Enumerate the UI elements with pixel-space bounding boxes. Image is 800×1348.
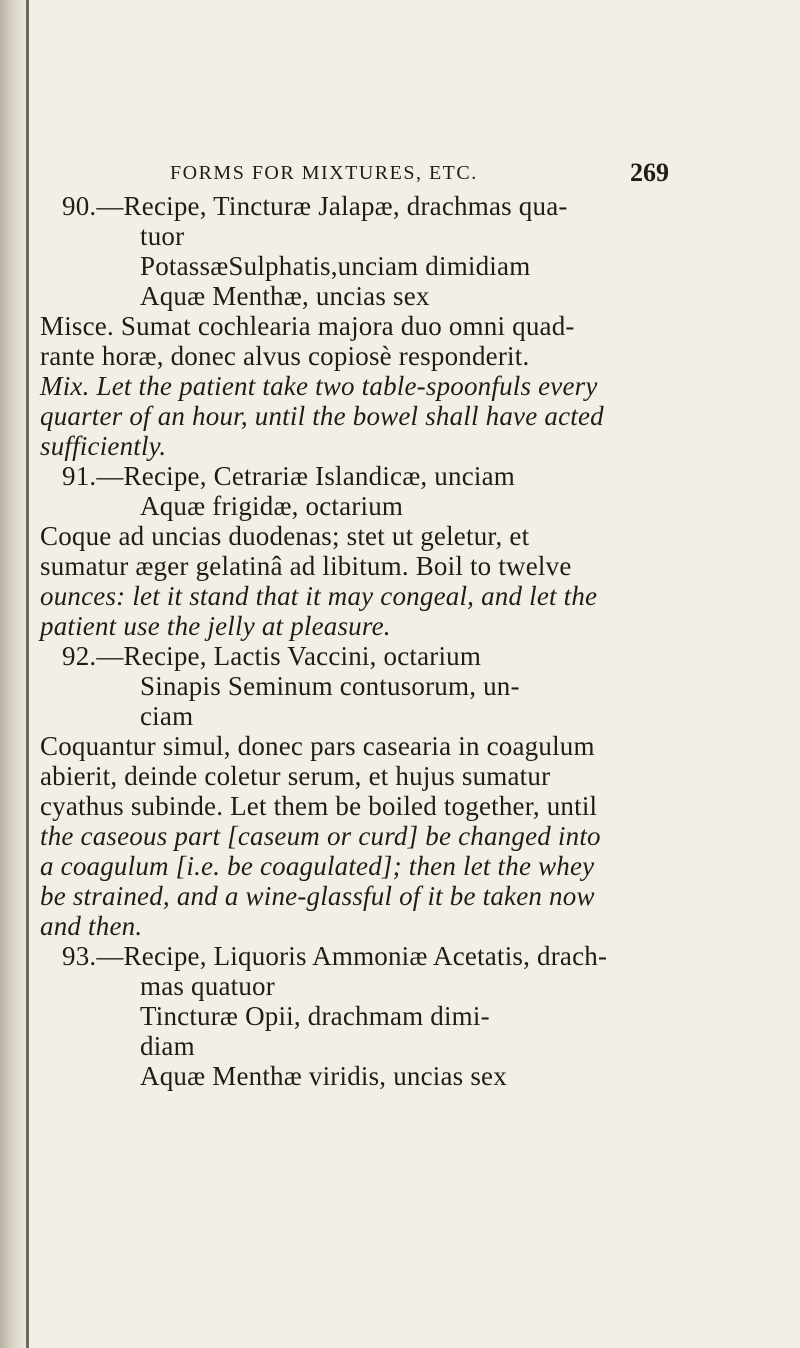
recipe-91-line-1: 91.—Recipe, Cetrariæ Islandicæ, unciam (62, 461, 515, 491)
running-head (40, 158, 780, 188)
recipe-91-translation-2: patient use the jelly at pleasure. (40, 611, 391, 641)
recipe-90-line-4: Aquæ Menthæ, uncias sex (140, 281, 430, 311)
recipe-90-line-3: PotassæSulphatis,unciam dimidiam (140, 251, 531, 281)
recipe-92-line-3: ciam (140, 701, 194, 731)
recipe-90-line-6: rante horæ, donec alvus copiosè responderit. (40, 341, 530, 371)
recipe-92-line-1: 92.—Recipe, Lactis Vaccini, octarium (62, 641, 482, 671)
recipe-93-line-2: mas quatuor (140, 971, 275, 1001)
recipe-93-line-4: diam (140, 1031, 195, 1061)
recipe-92-translation-1: the caseous part [caseum or curd] be changed into (40, 821, 601, 851)
recipe-91-line-2: Aquæ frigidæ, octarium (140, 491, 404, 521)
recipe-91-translation-1: ounces: let it stand that it may congeal, and let the (40, 581, 598, 611)
recipe-90-translation-3: sufficiently. (40, 431, 167, 461)
recipe-92-translation-4: and then. (40, 911, 143, 941)
recipe-92-translation-2: a coagulum [i.e. be coagulated]; then let the whey (40, 851, 595, 881)
recipe-92-translation-3: be strained, and a wine-glassful of it be taken now (40, 881, 595, 911)
book-binding-gutter (0, 0, 29, 1348)
recipe-92-line-5: abierit, deinde coletur serum, et hujus sumatur (40, 761, 551, 791)
recipe-92-line-6: cyathus subinde. Let them be boiled together, until (40, 791, 598, 821)
recipe-90-line-2: tuor (140, 221, 185, 251)
recipe-90-line-5: Misce. Sumat cochlearia majora duo omni quad- (40, 311, 575, 341)
recipe-90-line-1: 90.—Recipe, Tincturæ Jalapæ, drachmas qua- (62, 191, 568, 221)
recipe-90-translation-2: quarter of an hour, until the bowel shall have acted (40, 401, 604, 431)
page-number: 269 (630, 158, 669, 187)
recipe-90-translation-1: Mix. Let the patient take two table-spoonfuls every (40, 371, 598, 401)
recipe-91-line-3: Coque ad uncias duodenas; stet ut geletur, et (40, 521, 530, 551)
running-head-title: FORMS FOR MIXTURES, ETC. (170, 162, 478, 184)
recipe-92-line-4: Coquantur simul, donec pars casearia in coagulum (40, 731, 595, 761)
recipe-93-line-1: 93.—Recipe, Liquoris Ammoniæ Acetatis, drach- (62, 941, 608, 971)
recipe-93-line-3: Tincturæ Opii, drachmam dimi- (140, 1001, 490, 1031)
recipe-93-line-5: Aquæ Menthæ viridis, uncias sex (140, 1061, 507, 1091)
recipe-91-line-4: sumatur æger gelatinâ ad libitum. Boil to twelve (40, 551, 572, 581)
recipe-92-line-2: Sinapis Seminum contusorum, un- (140, 671, 520, 701)
